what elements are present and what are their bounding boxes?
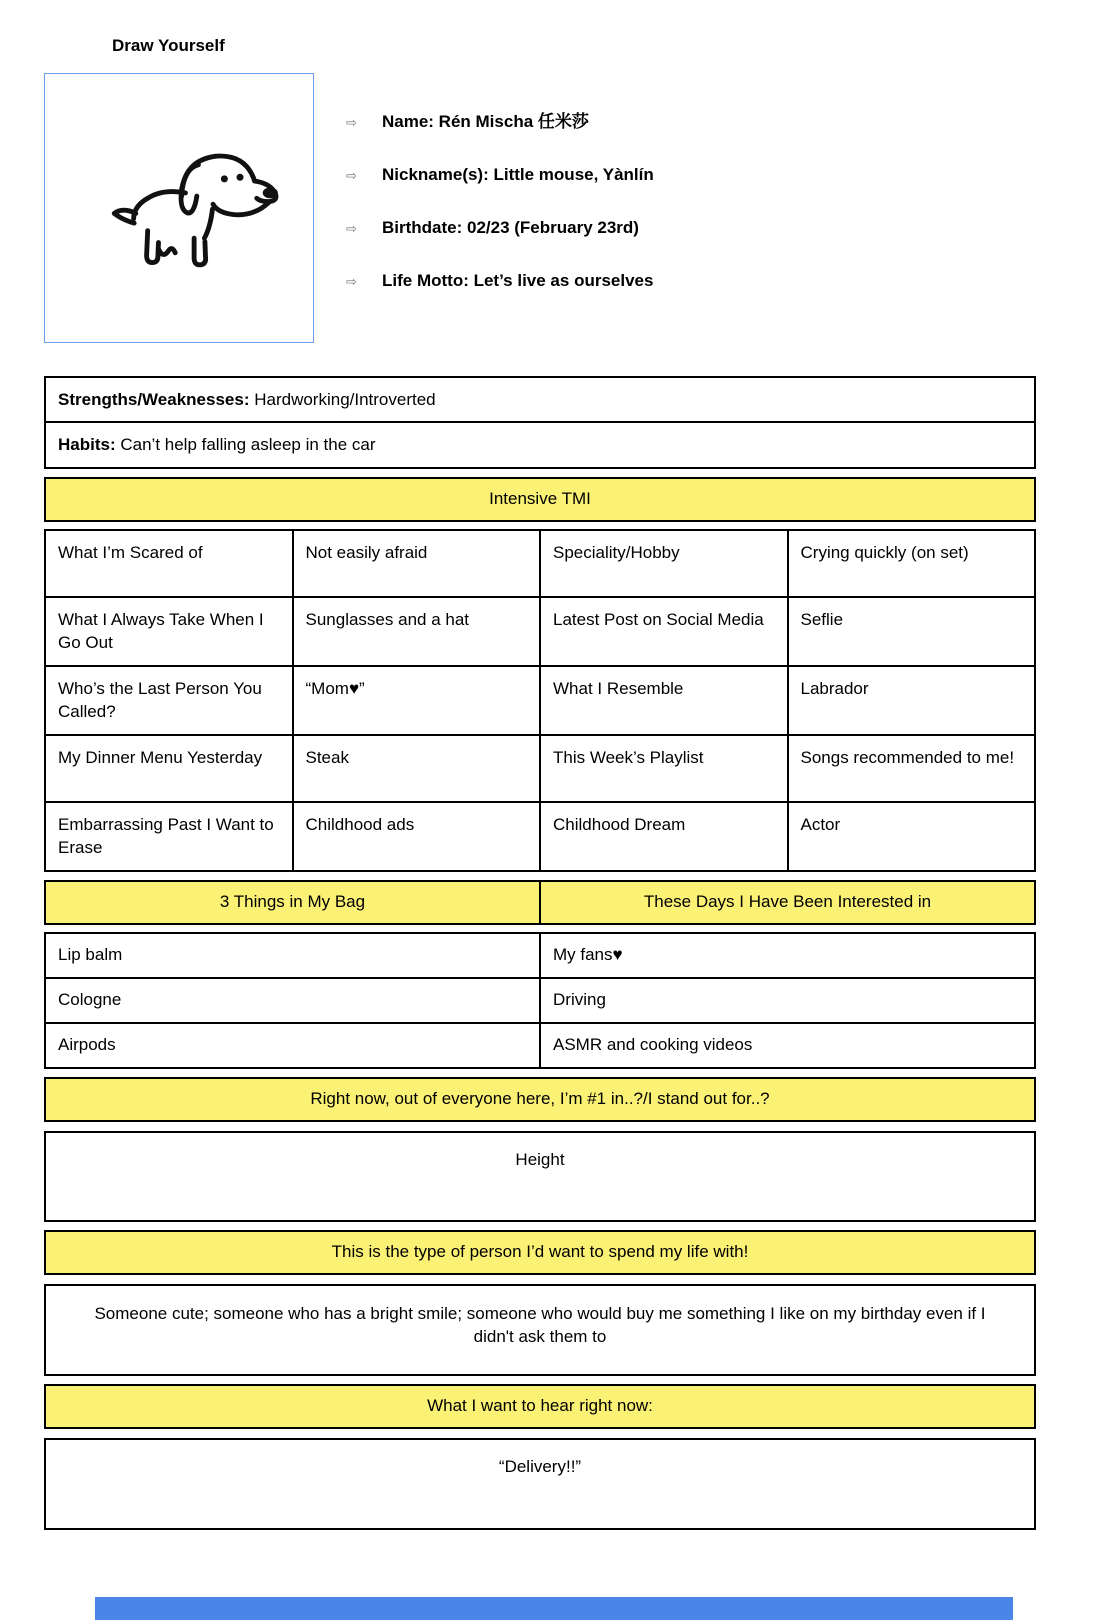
habits-value: Can’t help falling asleep in the car bbox=[120, 435, 376, 455]
tmi-question: Embarrassing Past I Want to Erase bbox=[45, 802, 293, 871]
bag-section-header: 3 Things in My Bag bbox=[46, 882, 539, 923]
profile-item-text: Nickname(s): Little mouse, Yànlín bbox=[382, 165, 654, 184]
table-row bbox=[45, 422, 1035, 467]
strengths-weaknesses-cell bbox=[45, 377, 1035, 422]
standout-section-header: Right now, out of everyone here, I’m #1 in..?/I stand out for..? bbox=[44, 1077, 1036, 1122]
interest-item: ASMR and cooking videos bbox=[540, 1023, 1035, 1068]
tmi-answer: “Mom♥” bbox=[293, 666, 541, 735]
hear-now-section-header: What I want to hear right now: bbox=[44, 1384, 1036, 1429]
habits-label: Habits: bbox=[58, 435, 116, 455]
tmi-table bbox=[44, 529, 1036, 872]
table-row bbox=[45, 802, 1035, 871]
bag-interests-table bbox=[44, 932, 1036, 1069]
tmi-answer: Actor bbox=[788, 802, 1036, 871]
tmi-answer: Childhood ads bbox=[293, 802, 541, 871]
tmi-section-header: Intensive TMI bbox=[44, 477, 1036, 522]
self-portrait-box bbox=[44, 73, 314, 343]
tmi-question: My Dinner Menu Yesterday bbox=[45, 735, 293, 802]
bag-item: Airpods bbox=[45, 1023, 540, 1068]
profile-header bbox=[44, 73, 1036, 343]
table-row bbox=[45, 530, 1035, 597]
ideal-type-answer: Someone cute; someone who has a bright smile; someone who would buy me something I like on my birthday even if I didn't ask them to bbox=[44, 1284, 1036, 1376]
profile-facts bbox=[346, 73, 654, 343]
tmi-question: What I Resemble bbox=[540, 666, 788, 735]
arrow-bullet-icon: ⇨ bbox=[346, 168, 357, 183]
tmi-answer: Labrador bbox=[788, 666, 1036, 735]
bag-item: Lip balm bbox=[45, 933, 540, 978]
table-row bbox=[45, 597, 1035, 666]
tmi-answer: Crying quickly (on set) bbox=[788, 530, 1036, 597]
arrow-bullet-icon: ⇨ bbox=[346, 274, 357, 289]
tmi-question: Childhood Dream bbox=[540, 802, 788, 871]
interest-item: Driving bbox=[540, 978, 1035, 1023]
interests-section-header: These Days I Have Been Interested in bbox=[539, 882, 1034, 923]
tmi-answer: Songs recommended to me! bbox=[788, 735, 1036, 802]
hear-now-answer: “Delivery!!” bbox=[44, 1438, 1036, 1530]
table-row bbox=[45, 377, 1035, 422]
tmi-question: Who’s the Last Person You Called? bbox=[45, 666, 293, 735]
profile-item-motto bbox=[346, 271, 654, 291]
tmi-answer: Seflie bbox=[788, 597, 1036, 666]
bottom-blue-bar bbox=[95, 1597, 1013, 1620]
table-row bbox=[45, 666, 1035, 735]
strengths-weaknesses-value: Hardworking/Introverted bbox=[254, 390, 436, 409]
bag-interests-headers bbox=[44, 880, 1036, 925]
strengths-weaknesses-label: Strengths/Weaknesses: bbox=[58, 390, 250, 409]
traits-table bbox=[44, 376, 1036, 469]
tmi-question: What I Always Take When I Go Out bbox=[45, 597, 293, 666]
bag-item: Cologne bbox=[45, 978, 540, 1023]
dog-sketch-icon bbox=[71, 125, 287, 291]
profile-item-birthdate bbox=[346, 218, 654, 238]
profile-item-text: Birthdate: 02/23 (February 23rd) bbox=[382, 218, 639, 237]
table-row bbox=[45, 735, 1035, 802]
profile-item-nickname bbox=[346, 165, 654, 185]
profile-item-text: Life Motto: Let’s live as ourselves bbox=[382, 271, 654, 290]
page-title: Draw Yourself bbox=[112, 36, 225, 55]
profile-item-text: Name: Rén Mischa 任米莎 bbox=[382, 112, 589, 131]
tmi-question: Latest Post on Social Media bbox=[540, 597, 788, 666]
table-row bbox=[45, 978, 1035, 1023]
arrow-bullet-icon: ⇨ bbox=[346, 221, 357, 236]
table-row bbox=[45, 1023, 1035, 1068]
tmi-answer: Steak bbox=[293, 735, 541, 802]
interest-item: My fans♥ bbox=[540, 933, 1035, 978]
tmi-answer: Not easily afraid bbox=[293, 530, 541, 597]
tmi-question: This Week’s Playlist bbox=[540, 735, 788, 802]
table-row bbox=[45, 933, 1035, 978]
profile-item-name bbox=[346, 107, 654, 132]
tmi-question: Speciality/Hobby bbox=[540, 530, 788, 597]
tmi-answer: Sunglasses and a hat bbox=[293, 597, 541, 666]
standout-answer: Height bbox=[44, 1131, 1036, 1222]
tmi-question: What I’m Scared of bbox=[45, 530, 293, 597]
habits-cell bbox=[45, 422, 1035, 467]
arrow-bullet-icon: ⇨ bbox=[346, 115, 357, 130]
ideal-type-section-header: This is the type of person I’d want to spend my life with! bbox=[44, 1230, 1036, 1275]
